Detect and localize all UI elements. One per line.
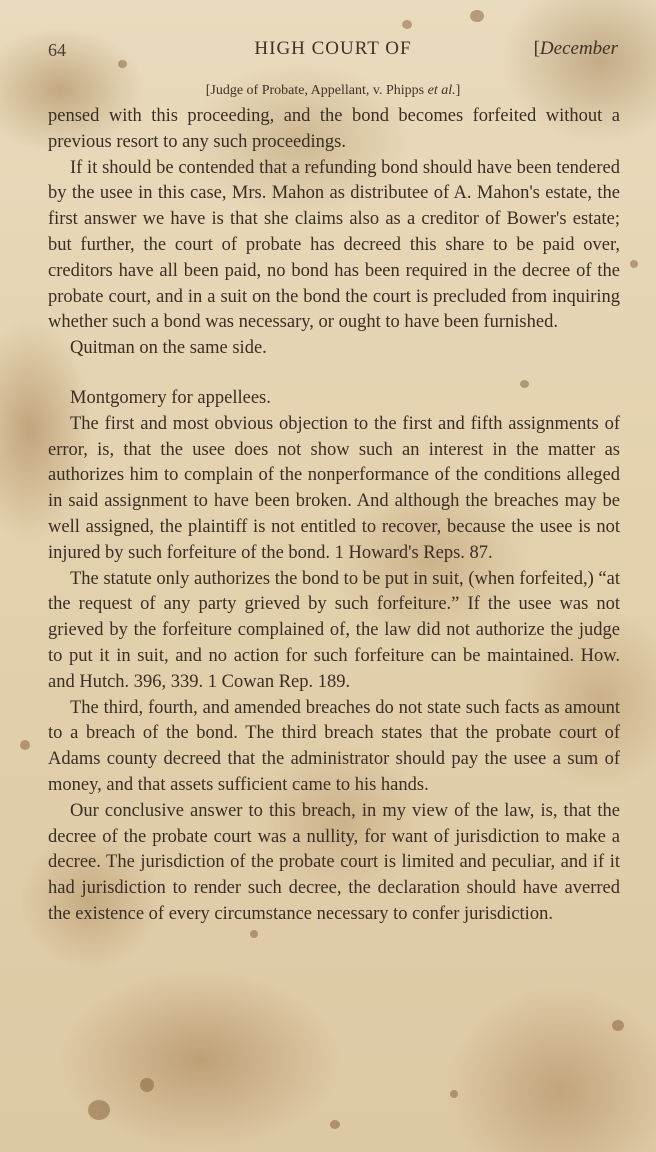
- foxing-spot: [250, 930, 258, 938]
- foxing-spot: [402, 20, 412, 29]
- page-number: 64: [48, 40, 66, 60]
- paragraph-6: The statute only authorizes the bond to be put in suit, (when forfeited,) “at the request of any party grieved by such forfeiture.” If the usee was not grieved by the forfeiture complained of, the law did not authorize the judge to put it in suit, and no action for such forfeiture can be maintained. How. and Hutch. 396, 339. 1 Cowan Rep. 189.: [48, 568, 620, 692]
- running-title: HIGH COURT OF: [254, 38, 412, 59]
- caption-prefix: [Judge of Probate, Appellant, v. Phipps: [205, 83, 428, 98]
- body-text: [48, 104, 620, 928]
- foxing-spot: [470, 10, 484, 22]
- paragraph-1: pensed with this proceeding, and the bond becomes forfeited without a previous resort to any such proceedings.: [48, 106, 620, 152]
- foxing-spot: [140, 1078, 154, 1092]
- paragraph-2: If it should be contended that a refunding bond should have been tendered by the usee in this case, Mrs. Mahon as distributee of A. Mahon's estate, the first answer we have is that she claims also as a creditor of Bower's estate; but further, the court of probate has decreed this share to be paid over, creditors have all been paid, no bond has been required in the decree of the probate court, and in a suit on the bond the court is precluded from inquiring whether such a bond was necessary, or ought to have been furnished.: [48, 157, 620, 333]
- caption-suffix: ]: [455, 83, 461, 98]
- paragraph-3: Quitman on the same side.: [70, 338, 267, 359]
- foxing-spot: [450, 1090, 458, 1098]
- running-date: [December: [533, 38, 618, 59]
- paragraph-4: Montgomery for appellees.: [70, 387, 271, 408]
- foxing-spot: [612, 1020, 624, 1031]
- foxing-spot: [88, 1100, 110, 1120]
- paragraph-8: Our conclusive answer to this breach, in my view of the law, is, that the decree of the probate court was a nullity, for want of jurisdiction to make a decree. The jurisdiction of the probate court is limited and peculiar, and if it had jurisdiction to render such decree, the declaration should have averred the existence of every circumstance necessary to confer jurisdiction.: [48, 800, 620, 924]
- paragraph-7: The third, fourth, and amended breaches do not state such facts as amount to a breach of the bond. The third breach states that the probate court of Adams county decreed that the administrator should pay the usee a sum of money, and that assets sufficient came to his hands.: [48, 697, 620, 795]
- running-header: [48, 36, 618, 66]
- paragraph-5: The first and most obvious objection to the first and fifth assignments of error, is, that the usee does not show such an interest in the matter as authorizes him to complain of the nonperformance of the conditions alleged in said assignment to have been broken. And although the breaches may be well assigned, the plaintiff is not entitled to recover, because the usee is not injured by such forfeiture of the bond. 1 Howard's Reps. 87.: [48, 413, 620, 563]
- foxing-spot: [630, 260, 638, 268]
- caption-et-al: et al.: [427, 83, 456, 98]
- case-caption: [48, 83, 618, 99]
- foxing-spot: [20, 740, 30, 750]
- paragraph-gap: [48, 362, 620, 386]
- foxing-spot: [330, 1120, 340, 1129]
- running-date-text: December: [539, 38, 618, 59]
